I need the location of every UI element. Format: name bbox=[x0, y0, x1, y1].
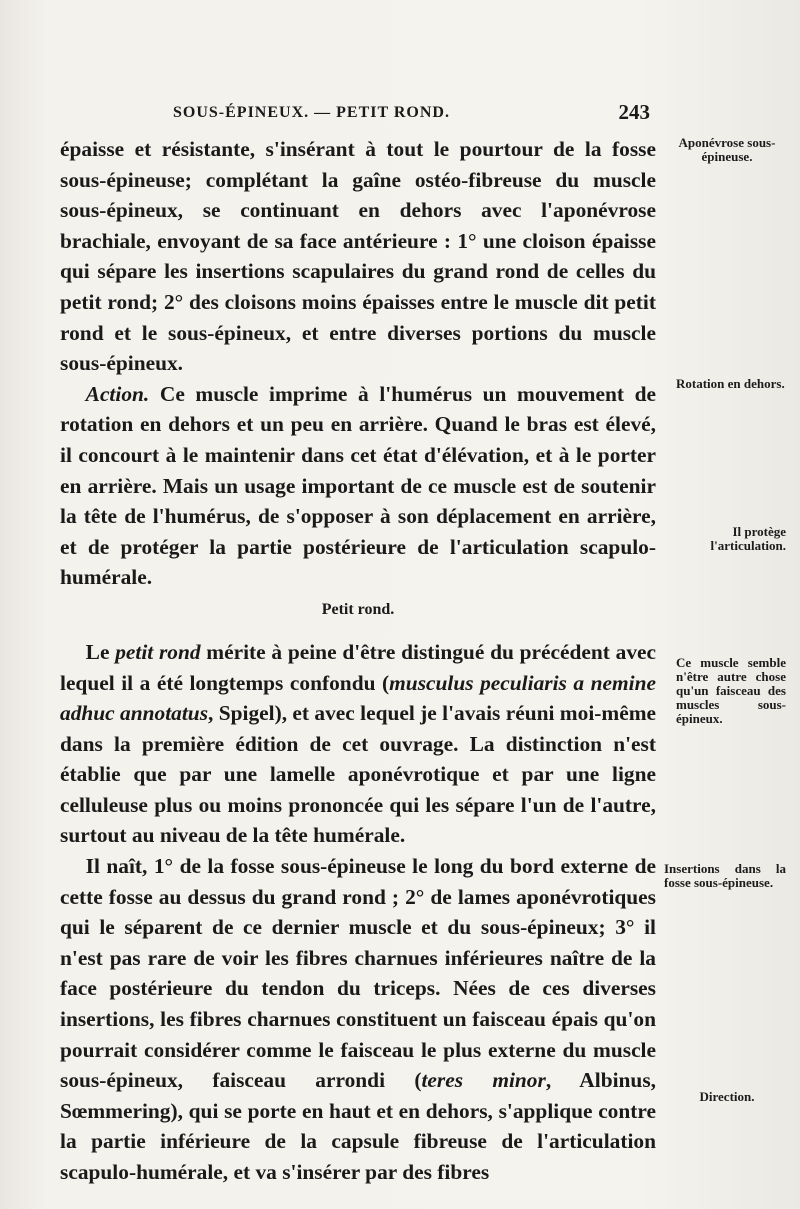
italic-term: petit rond bbox=[115, 639, 201, 664]
action-lead: Action. bbox=[85, 381, 150, 406]
paragraph-aponevrose: épaisse et résistante, s'insérant à tout le pourtour de la fosse sous-épineuse; complétant la gaîne ostéo-fibreuse du muscle sous-épineux, se continuant en dehors avec l'aponévrose brachiale, envoyant de sa face antérieure : 1° une cloison épaisse qui sépare les insertions scapulaires du grand rond de celles du petit rond; 2° des cloisons moins épaisses entre le muscle dit petit rond et le sous-épineux, et entre diverses portions du muscle sous-épineux. bbox=[60, 137, 656, 376]
margin-note-insertions: Insertions dans la fosse sous-épineuse. bbox=[664, 861, 786, 890]
paragraph-petit-rond bbox=[60, 637, 656, 851]
text-run: Il naît, 1° de la fosse sous-épineuse le long du bord externe de cette fosse au dessus du grand rond ; 2° de lames aponévrotiques qui le séparent de ce dernier muscle et du sous-épineux; 3° il n'est pas rare de voir les fibres charnues inférieures naître de la face postérieure du tendon du triceps. Nées de ces diverses insertions, les fibres charnues constituent un faisceau épais qu'on pourrait considérer comme le faisceau le plus externe du muscle sous-épineux, faisceau arrondi ( bbox=[60, 854, 656, 1093]
margin-note-protege: Il protège l'articulation. bbox=[710, 524, 786, 553]
section-heading: Petit rond. bbox=[321, 600, 395, 618]
running-title: SOUS-ÉPINEUX. — PETIT ROND. bbox=[173, 104, 450, 121]
margin-note-rotation: Rotation en dehors. bbox=[676, 376, 785, 391]
margin-note-aponevrose: Aponévrose sous-épineuse. bbox=[678, 135, 776, 164]
text-run: , Albinus, Sœmmering), qui se porte en haut et en dehors, s'applique contre la partie inférieure de la capsule fibreuse de l'articulation scapulo-humérale, et va s'insérer par des fibres bbox=[60, 1068, 657, 1184]
main-text bbox=[60, 134, 656, 1188]
page-header bbox=[60, 100, 656, 130]
paragraph-action bbox=[60, 379, 656, 593]
latin-citation: musculus peculiaris a nemine adhuc annotatus bbox=[60, 670, 656, 726]
latin-term: teres minor bbox=[421, 1068, 546, 1093]
text-run: mérite à peine d'être distingué du précédent avec lequel il a été longtemps confondu ( bbox=[60, 639, 657, 695]
margin-note-faisceau: Ce muscle semble n'être autre chose qu'un faisceau des muscles sous-épineux. bbox=[676, 655, 786, 726]
paragraph-insertions bbox=[60, 851, 656, 1188]
text-run: Le bbox=[85, 639, 116, 664]
text-run: , Spigel), et avec lequel je l'avais réuni moi-même dans la première édition de cet ouvrage. La distinction n'est établie que par une lamelle aponévrotique et par une ligne celluleuse plus ou moins prononcée qui les sépare l'un de l'autre, surtout au niveau de la tête humérale. bbox=[60, 701, 657, 848]
action-text: Ce muscle imprime à l'humérus un mouvement de rotation en dehors et un peu en arrière. Quand le bras est élevé, il concourt à le maintenir dans cet état d'élévation, et à le porter en arrière. Mais un usage important de ce muscle est de soutenir la tête de l'humérus, de s'opposer à son déplacement en arrière, et de protéger la partie postérieure de l'articulation scapulo-humérale. bbox=[60, 381, 656, 590]
margin-note-direction: Direction. bbox=[699, 1089, 755, 1104]
page-number: 243 bbox=[618, 100, 650, 124]
